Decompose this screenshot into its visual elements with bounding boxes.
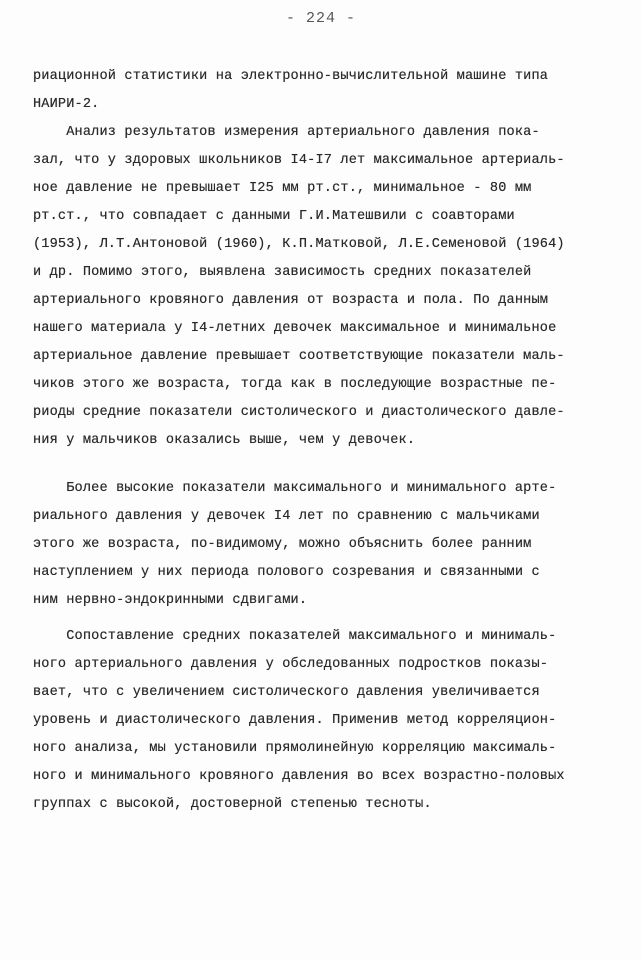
text-line: уровень и диастолического давления. Применив метод корреляцион-	[33, 713, 557, 728]
text-line: Более высокие показатели максимального и минимального арте-	[33, 481, 557, 496]
page-number: - 224 -	[285, 10, 356, 27]
text-line: Сопоставление средних показателей максимального и минималь-	[33, 629, 557, 644]
text-line: Анализ результатов измерения артериального давления пока-	[33, 125, 540, 140]
text-line: риоды средние показатели систолического и диастолического давле-	[33, 405, 565, 420]
text-line: и др. Помимо этого, выявлена зависимость средних показателей	[33, 265, 532, 280]
text-line: ного и минимального кровяного давления во всех возрастно-половых	[33, 769, 565, 784]
text-line: чиков этого же возраста, тогда как в последующие возрастные пе-	[33, 377, 557, 392]
text-line: риационной статистики на электронно-вычислительной машине типа	[33, 69, 549, 84]
text-line: рт.ст., что совпадает с данными Г.И.Матешвили с соавторами	[33, 209, 515, 224]
text-line: зал, что у здоровых школьников I4-I7 лет максимальное артериаль-	[33, 153, 565, 168]
text-line: НАИРИ-2.	[33, 97, 100, 112]
text-line: ного анализа, мы установили прямолинейную корреляцию максималь-	[33, 741, 557, 756]
text-line: ное давление не превышает I25 мм рт.ст., минимальное - 80 мм	[33, 181, 532, 196]
text-line: ния у мальчиков оказались выше, чем у девочек.	[33, 433, 416, 448]
text-line: вает, что с увеличением систолического давления увеличивается	[33, 685, 540, 700]
text-line: ним нервно-эндокринными сдвигами.	[33, 593, 308, 608]
text-line: ного артериального давления у обследованных подростков показы-	[33, 657, 549, 672]
text-line: артериальное давление превышает соответствующие показатели маль-	[33, 349, 565, 364]
text-line: артериального кровяного давления от возраста и пола. По данным	[33, 293, 549, 308]
text-line: нашего материала у I4-летних девочек максимальное и минимальное	[33, 321, 557, 336]
text-line: (1953), Л.Т.Антоновой (1960), К.П.Матковой, Л.Е.Семеновой (1964)	[33, 237, 565, 252]
text-line: риального давления у девочек I4 лет по сравнению с мальчиками	[33, 509, 540, 524]
text-line: группах с высокой, достоверной степенью тесноты.	[33, 797, 432, 812]
text-line: этого же возраста, по-видимому, можно объяснить более ранним	[33, 537, 532, 552]
text-line: наступлением у них периода полового созревания и связанными с	[33, 565, 540, 580]
